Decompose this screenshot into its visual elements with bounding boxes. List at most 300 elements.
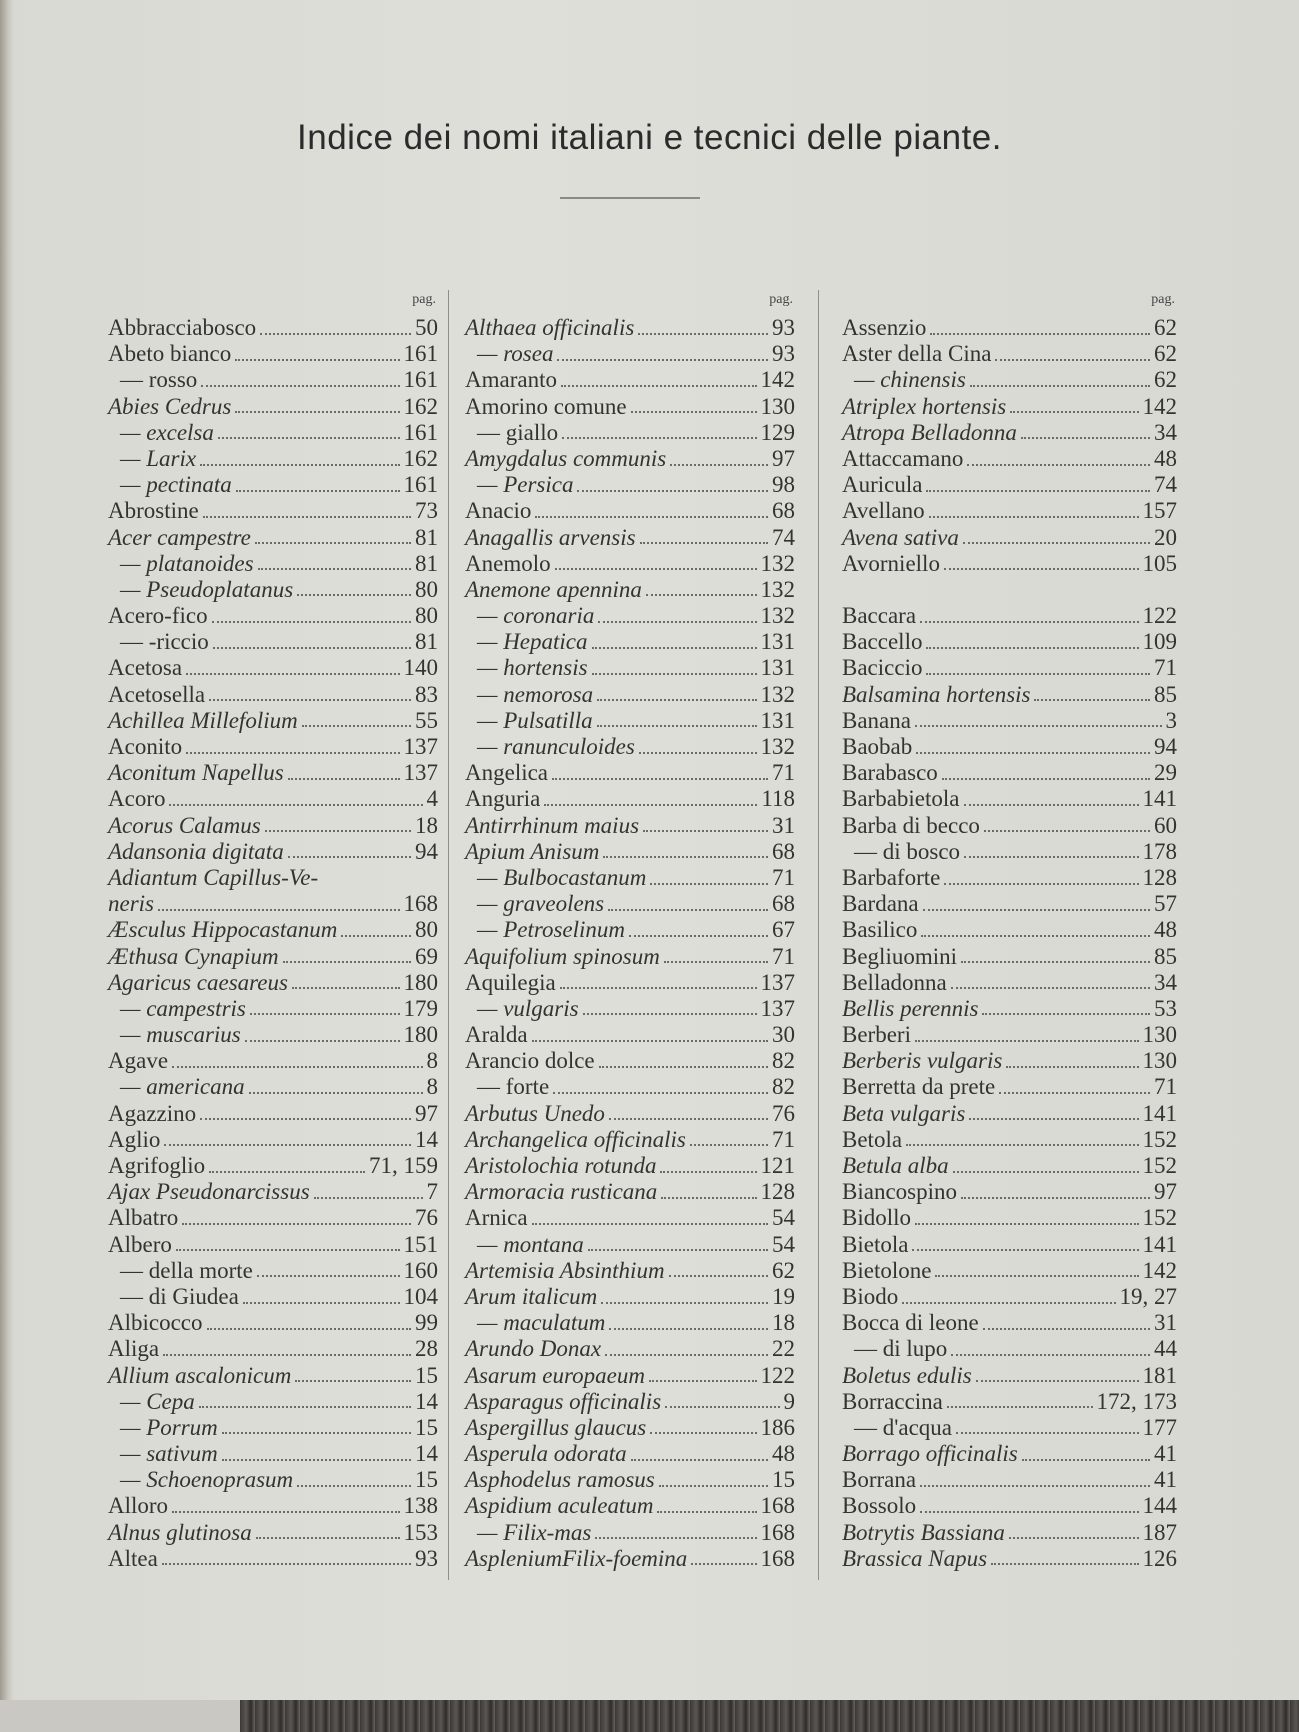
- entry-page-number: 71: [1154, 655, 1177, 681]
- entry-name: Belladonna: [842, 969, 947, 995]
- entry-page-number: 132: [760, 681, 795, 707]
- dot-leader: [643, 829, 768, 832]
- entry-name: Apium Anisum: [465, 838, 600, 864]
- entry-name: Agrifoglio: [108, 1153, 206, 1178]
- index-entry: [465, 1467, 795, 1493]
- entry-name: Arundo Donax: [465, 1336, 602, 1362]
- entry-page-number: 74: [772, 524, 795, 550]
- entry-page-number: 22: [772, 1336, 795, 1362]
- index-entry: [842, 498, 1177, 524]
- index-entry: [842, 1258, 1177, 1284]
- index-entry: [465, 1336, 795, 1362]
- dot-leader: [235, 358, 399, 361]
- index-entry: [465, 577, 795, 603]
- index-column-1: [108, 289, 438, 1572]
- entry-name: Amaranto: [465, 367, 557, 393]
- index-entry: [465, 315, 795, 341]
- entry-page-number: 178: [1142, 838, 1177, 864]
- index-entry: [842, 682, 1177, 708]
- background-surface: [0, 1700, 240, 1732]
- index-entry: [842, 1310, 1177, 1336]
- index-entry: [108, 446, 438, 472]
- entry-name: Borrana: [842, 1467, 917, 1493]
- index-entry: [842, 420, 1177, 446]
- entry-name: Bocca di leone: [842, 1310, 979, 1336]
- index-entry: [465, 708, 795, 734]
- entry-name: Berretta da prete: [842, 1074, 996, 1100]
- entry-name: Artemisia Absinthium: [465, 1257, 665, 1283]
- entry-page-number: 80: [415, 603, 438, 629]
- dot-leader: [164, 1143, 411, 1146]
- dot-leader: [657, 1510, 756, 1513]
- index-entry: [108, 498, 438, 524]
- index-entry: [108, 1493, 438, 1519]
- entry-name: Arnica: [465, 1205, 528, 1231]
- entry-page-number: 94: [1154, 734, 1177, 759]
- dot-leader: [249, 1091, 423, 1094]
- index-entry: [465, 891, 795, 917]
- index-entry: [842, 315, 1177, 341]
- entry-name: Assenzio: [842, 315, 927, 340]
- index-entry: [842, 367, 1177, 393]
- entry-name: Angelica: [465, 760, 549, 786]
- entry-name: Alloro: [108, 1493, 169, 1519]
- dot-leader: [976, 1379, 1139, 1382]
- dot-leader: [222, 1458, 411, 1461]
- entry-page-number: 168: [403, 891, 438, 917]
- dot-leader: [961, 960, 1150, 963]
- index-entry: [842, 1415, 1177, 1441]
- entry-page-number: 168: [760, 1545, 795, 1571]
- dot-leader: [1006, 1065, 1138, 1068]
- entry-name: — di bosco: [854, 838, 961, 864]
- index-entry: [842, 1101, 1177, 1127]
- entry-page-number: 62: [772, 1257, 795, 1283]
- dot-leader: [297, 1484, 411, 1487]
- dot-leader: [595, 1536, 756, 1539]
- entry-name: Betola: [842, 1126, 903, 1152]
- entry-name: — nemorosa: [477, 681, 594, 707]
- entry-page-number: 99: [415, 1310, 438, 1336]
- index-entry: [108, 813, 438, 839]
- dot-leader: [172, 1510, 399, 1513]
- index-entry: [108, 1232, 438, 1258]
- dot-leader: [535, 515, 768, 518]
- entry-page-number: 161: [403, 472, 438, 498]
- entry-page-number: 109: [1142, 629, 1177, 655]
- entry-name: Acorus Calamus: [108, 812, 261, 838]
- index-entry: [465, 420, 795, 446]
- entry-name: Aspidium aculeatum: [465, 1493, 654, 1519]
- index-entry: [108, 1389, 438, 1415]
- entry-name: — Bulbocastanum: [477, 864, 647, 890]
- dot-leader: [629, 934, 768, 937]
- entry-name: Barbaforte: [842, 864, 941, 890]
- index-entry: [842, 1205, 1177, 1231]
- entry-name: — hortensis: [477, 655, 588, 681]
- dot-leader: [915, 724, 1162, 727]
- index-entry: [108, 420, 438, 446]
- index-entry: [842, 1232, 1177, 1258]
- entry-page-number: 141: [1142, 786, 1177, 812]
- entry-page-number: 68: [772, 891, 795, 917]
- index-entry: [842, 446, 1177, 472]
- index-entry: [108, 734, 438, 760]
- dot-leader: [906, 1143, 1138, 1146]
- entry-page-number: 15: [772, 1467, 795, 1493]
- index-entry: [465, 525, 795, 551]
- dot-leader: [964, 855, 1138, 858]
- entry-page-number: 80: [415, 576, 438, 602]
- entry-page-number: 152: [1142, 1126, 1177, 1152]
- entry-name: Bietolone: [842, 1257, 932, 1283]
- entry-page-number: 162: [403, 393, 438, 419]
- entry-page-number: 34: [1154, 969, 1177, 995]
- dot-leader: [631, 1458, 768, 1461]
- entry-name: Basilico: [842, 917, 918, 943]
- dot-leader: [690, 1143, 768, 1146]
- entry-page-number: 15: [415, 1467, 438, 1493]
- index-entry: [842, 1389, 1177, 1415]
- dot-leader: [288, 777, 400, 780]
- dot-leader: [650, 1431, 756, 1434]
- dot-leader: [631, 410, 757, 413]
- entry-page-number: 137: [760, 969, 795, 995]
- dot-leader: [560, 986, 757, 989]
- dot-leader: [250, 1012, 400, 1015]
- dot-leader: [186, 751, 399, 754]
- entry-name: — di lupo: [854, 1336, 948, 1362]
- index-entry: [108, 1363, 438, 1389]
- entry-name: Botrytis Bassiana: [842, 1519, 1005, 1545]
- index-entry: [465, 1520, 795, 1546]
- dot-leader: [984, 829, 1150, 832]
- entry-page-number: 81: [415, 550, 438, 576]
- index-entry: [108, 1415, 438, 1441]
- index-entry: [465, 944, 795, 970]
- entry-page-number: 132: [760, 734, 795, 759]
- index-entry: [842, 525, 1177, 551]
- entry-name: — pectinata: [120, 472, 232, 498]
- entry-page-number: 8: [426, 1074, 438, 1100]
- entry-name: Althaea officinalis: [465, 315, 635, 340]
- entry-page-number: 121: [760, 1153, 795, 1178]
- entry-name: Berberi: [842, 1022, 911, 1048]
- entry-page-number: 131: [760, 707, 795, 733]
- entry-name: Asarum europaeum: [465, 1362, 645, 1388]
- entry-name: Anguria: [465, 786, 541, 812]
- entry-page-number: 81: [415, 524, 438, 550]
- entry-page-number: 83: [415, 681, 438, 707]
- entry-name: — -riccio: [120, 629, 209, 655]
- dot-leader: [209, 1170, 365, 1173]
- index-entry: [108, 367, 438, 393]
- entry-page-number: 69: [415, 943, 438, 969]
- entry-page-number: 54: [772, 1205, 795, 1231]
- entry-name: Adansonia digitata: [108, 838, 284, 864]
- entry-page-number: 3: [1165, 707, 1177, 733]
- entry-name: — Cepa: [120, 1388, 195, 1414]
- dot-leader: [920, 620, 1138, 623]
- entry-name: Baccello: [842, 629, 923, 655]
- entry-name: Aglio: [108, 1126, 161, 1152]
- entry-name: Agaricus caesareus: [108, 969, 288, 995]
- entry-page-number: 55: [415, 707, 438, 733]
- dot-leader: [983, 1327, 1150, 1330]
- index-entry: [842, 1467, 1177, 1493]
- entry-name: Bietola: [842, 1231, 909, 1257]
- entry-page-number: 31: [1154, 1310, 1177, 1336]
- entry-name: — muscarius: [120, 1022, 241, 1048]
- entry-page-number: 93: [772, 341, 795, 367]
- entry-page-number: 97: [1154, 1179, 1177, 1205]
- entry-name: — sativum: [120, 1441, 218, 1467]
- index-entry: [108, 629, 438, 655]
- entry-page-number: 151: [403, 1231, 438, 1257]
- index-entry: [108, 1127, 438, 1153]
- page-title: Indice dei nomi italiani e tecnici delle piante.: [297, 118, 1002, 157]
- entry-name: Bardana: [842, 891, 919, 917]
- index-entry: [842, 1153, 1177, 1179]
- index-entry: [842, 629, 1177, 655]
- entry-page-number: 131: [760, 629, 795, 655]
- dot-leader: [255, 541, 411, 544]
- index-entry: [465, 1048, 795, 1074]
- entry-name: — d'acqua: [854, 1414, 953, 1440]
- entry-page-number: 118: [761, 786, 795, 812]
- entry-name: — vulgaris: [477, 995, 579, 1021]
- index-entry: [108, 577, 438, 603]
- dot-leader: [553, 1091, 768, 1094]
- dot-leader: [608, 908, 768, 911]
- entry-page-number: 141: [1142, 1100, 1177, 1126]
- index-entry: [108, 1441, 438, 1467]
- entry-name: Abeto bianco: [108, 341, 232, 367]
- entry-name: Altea: [108, 1545, 158, 1571]
- dot-leader: [597, 724, 757, 727]
- entry-name: Atropa Belladonna: [842, 419, 1017, 445]
- entry-page-number: 168: [760, 1493, 795, 1519]
- index-entry: [842, 917, 1177, 943]
- entry-page-number: 76: [772, 1100, 795, 1126]
- entry-name: Borrago officinalis: [842, 1441, 1018, 1467]
- dot-leader: [942, 777, 1150, 780]
- dot-leader: [660, 1170, 756, 1173]
- dot-leader: [599, 1065, 768, 1068]
- entry-name: Barbabietola: [842, 786, 960, 812]
- pag-header: pag.: [1151, 292, 1175, 307]
- index-entry: [108, 1336, 438, 1362]
- index-entry: [465, 1389, 795, 1415]
- entry-page-number: 168: [760, 1519, 795, 1545]
- entry-page-number: 160: [403, 1257, 438, 1283]
- entry-page-number: 18: [772, 1310, 795, 1336]
- entry-name: Albatro: [108, 1205, 179, 1231]
- entry-name: — Schoenoprasum: [120, 1467, 294, 1493]
- index-entry: [108, 1258, 438, 1284]
- entry-page-number: 53: [1154, 995, 1177, 1021]
- dot-leader: [297, 593, 411, 596]
- dot-leader: [532, 1039, 768, 1042]
- entry-page-number: 98: [772, 472, 795, 498]
- dot-leader: [212, 620, 411, 623]
- dot-leader: [592, 672, 757, 675]
- entry-name: Asphodelus ramosus: [465, 1467, 655, 1493]
- index-entry: [842, 760, 1177, 786]
- dot-leader: [257, 1274, 400, 1277]
- entry-name: — Porrum: [120, 1414, 218, 1440]
- entry-name: — Larix: [120, 445, 197, 471]
- index-entry: [465, 629, 795, 655]
- entry-name: — excelsa: [120, 419, 214, 445]
- dot-leader: [995, 358, 1150, 361]
- dot-leader: [314, 1196, 423, 1199]
- entry-page-number: 71: [1154, 1074, 1177, 1100]
- dot-leader: [640, 541, 768, 544]
- index-entry: [842, 1127, 1177, 1153]
- entry-name: Atriplex hortensis: [842, 393, 1007, 419]
- entry-page-number: 71, 159: [369, 1153, 438, 1178]
- index-entry: [465, 394, 795, 420]
- entry-page-number: 15: [415, 1362, 438, 1388]
- dot-leader: [592, 646, 757, 649]
- entry-name: Aster della Cina: [842, 341, 992, 367]
- index-entry: [842, 1441, 1177, 1467]
- entry-page-number: 30: [772, 1022, 795, 1048]
- dot-leader: [199, 1405, 411, 1408]
- index-entry: [842, 1048, 1177, 1074]
- entry-page-number: 80: [415, 917, 438, 943]
- dot-leader: [201, 384, 399, 387]
- entry-name: neris: [108, 891, 154, 917]
- dot-leader: [915, 1222, 1138, 1225]
- entry-name: — forte: [477, 1074, 550, 1100]
- index-entry: [108, 708, 438, 734]
- entry-name: Æsculus Hippocastanum: [108, 917, 338, 943]
- index-entry: [842, 1074, 1177, 1100]
- entry-page-number: 137: [403, 760, 438, 786]
- entry-page-number: 128: [1142, 864, 1177, 890]
- index-entry: [842, 655, 1177, 681]
- entry-name: Albero: [108, 1231, 172, 1257]
- entry-page-number: 162: [403, 445, 438, 471]
- dot-leader: [561, 384, 757, 387]
- entry-page-number: 153: [403, 1519, 438, 1545]
- dot-leader: [292, 986, 400, 989]
- dot-leader: [930, 332, 1150, 335]
- index-entry: [465, 1127, 795, 1153]
- dot-leader: [991, 1562, 1138, 1565]
- entry-page-number: 73: [415, 498, 438, 524]
- entry-page-number: 130: [760, 393, 795, 419]
- entry-name: Acero-fico: [108, 603, 208, 629]
- index-entry: [108, 865, 438, 891]
- entry-page-number: 68: [772, 498, 795, 524]
- entry-page-number: 137: [403, 734, 438, 759]
- entry-name: — Persica: [477, 472, 574, 498]
- dot-leader: [935, 1274, 1138, 1277]
- entry-page-number: 71: [772, 1126, 795, 1152]
- entry-name: Aliga: [108, 1336, 160, 1362]
- entry-page-number: 152: [1142, 1153, 1177, 1178]
- index-entry: [108, 891, 438, 917]
- entry-name: — maculatum: [477, 1310, 606, 1336]
- entry-name: — ranunculoides: [477, 734, 635, 759]
- index-entry: [108, 1520, 438, 1546]
- dot-leader: [532, 1222, 768, 1225]
- entry-page-number: 41: [1154, 1467, 1177, 1493]
- index-entry: [108, 996, 438, 1022]
- index-entry: [842, 394, 1177, 420]
- dot-leader: [245, 1039, 400, 1042]
- index-entry: [465, 603, 795, 629]
- entry-name: Ajax Pseudonarcissus: [108, 1179, 310, 1205]
- index-entry: [465, 1153, 795, 1179]
- dot-leader: [926, 489, 1150, 492]
- index-gap: [842, 577, 1177, 603]
- entry-name: Baobab: [842, 734, 913, 759]
- entry-name: — americana: [120, 1074, 245, 1100]
- entry-name: Borraccina: [842, 1388, 943, 1414]
- entry-name: Abrostine: [108, 498, 199, 524]
- entry-page-number: 48: [1154, 445, 1177, 471]
- entry-page-number: 48: [772, 1441, 795, 1467]
- index-entry: [465, 1284, 795, 1310]
- entry-name: — coronaria: [477, 603, 595, 629]
- index-entry: [842, 1493, 1177, 1519]
- index-entry: [465, 996, 795, 1022]
- entry-name: — rosea: [477, 341, 554, 367]
- entry-page-number: 179: [403, 995, 438, 1021]
- entry-page-number: 177: [1142, 1414, 1177, 1440]
- entry-page-number: 34: [1154, 419, 1177, 445]
- index-entry: [108, 1153, 438, 1179]
- dot-leader: [209, 698, 411, 701]
- index-entry: [842, 1022, 1177, 1048]
- index-entry: [465, 970, 795, 996]
- index-entry: [842, 786, 1177, 812]
- entry-page-number: 57: [1154, 891, 1177, 917]
- entry-page-number: 76: [415, 1205, 438, 1231]
- index-entry: [465, 367, 795, 393]
- dot-leader: [562, 436, 756, 439]
- entry-page-number: 9: [783, 1388, 795, 1414]
- index-entry: [465, 498, 795, 524]
- entry-page-number: 142: [760, 367, 795, 393]
- dot-leader: [944, 882, 1138, 885]
- entry-name: Balsamina hortensis: [842, 681, 1031, 707]
- entry-name: — di Giudea: [120, 1283, 239, 1309]
- index-entry: [108, 1467, 438, 1493]
- entry-page-number: 71: [772, 864, 795, 890]
- entry-name: Baccara: [842, 603, 917, 629]
- index-entry: [108, 472, 438, 498]
- entry-page-number: 81: [415, 629, 438, 655]
- index-entry: [465, 1232, 795, 1258]
- index-entry: [465, 341, 795, 367]
- dot-leader: [603, 855, 768, 858]
- entry-name: Arbutus Unedo: [465, 1100, 605, 1126]
- dot-leader: [176, 1248, 400, 1251]
- entry-name: — rosso: [120, 367, 198, 393]
- dot-leader: [200, 463, 399, 466]
- entry-name: Boletus edulis: [842, 1362, 972, 1388]
- entry-page-number: 67: [772, 917, 795, 943]
- dot-leader: [609, 1327, 768, 1330]
- entry-page-number: 15: [415, 1414, 438, 1440]
- entry-name: Betula alba: [842, 1153, 949, 1178]
- entry-page-number: 74: [1154, 472, 1177, 498]
